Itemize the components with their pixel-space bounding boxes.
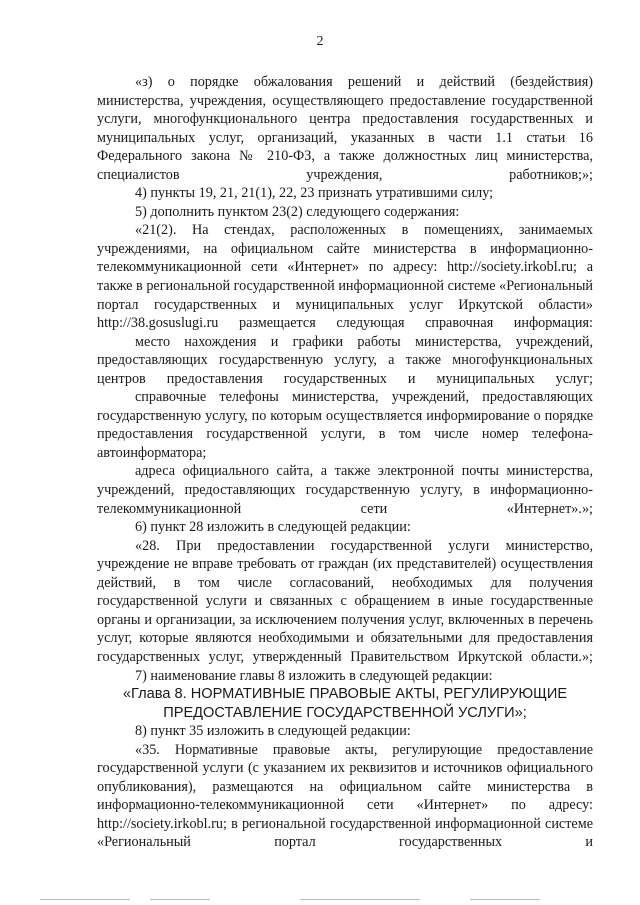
paragraph-clause-21-2: «21(2). На стендах, расположенных в помещениях, занимаемых учреждениями, на официальном сайте министерства в информационно-телекоммуникационной сети «Интернет» по адресу: http://society.irkobl.ru; а также в региональной государственной информационной системе «Региональный портал государственных и муниципальных услуг Иркутской области» http://38.gosuslugi.ru размещается следующая справочная информация:	[97, 222, 593, 332]
paragraph-location-schedule: место нахождения и графики работы министерства, учреждений, предоставляющих государственную услугу, а также многофункциональных центров предоставления государственных и муниципальных услуг;	[97, 333, 593, 387]
paragraph-item-7: 7) наименование главы 8 изложить в следующей редакции:	[135, 667, 493, 684]
paragraph-website-addresses: адреса официального сайта, а также электронной почты министерства, учреждений, предоставляющих государственную услугу, в информационно-телекоммуникационной сети «Интернет».»;	[97, 463, 593, 517]
page-number: 2	[316, 34, 324, 49]
paragraph-clause-z: «з) о порядке обжалования решений и действий (бездействия) министерства, учреждения, осуществляющего предоставление государственной услуги, многофункционального центра предоставления государственных и муниципальных услуг, организаций, указанных в части 1.1 статьи 16 Федерального закона № 210-ФЗ, а также должностных лиц министерства, специалистов учреждения, работников;»;	[97, 74, 593, 183]
paragraph-item-6: 6) пункт 28 изложить в следующей редакции:	[135, 519, 411, 536]
document-body	[97, 73, 593, 852]
chapter-heading-line-2: ПРЕДОСТАВЛЕНИЕ ГОСУДАРСТВЕННОЙ УСЛУГИ»;	[163, 704, 527, 721]
paragraph-item-4: 4) пункты 19, 21, 21(1), 22, 23 признать утратившими силу;	[135, 185, 494, 202]
chapter-heading-line-1: «Глава 8. НОРМАТИВНЫЕ ПРАВОВЫЕ АКТЫ, РЕГУЛИРУЮЩИЕ	[122, 686, 568, 703]
paragraph-item-8: 8) пункт 35 изложить в следующей редакции:	[135, 723, 411, 740]
paragraph-reference-phones: справочные телефоны министерства, учреждений, предоставляющих государственную услугу, по которым осуществляется информирование о порядке предоставления государственной услуги, в том числе номер телефона-автоинформатора;	[97, 389, 593, 461]
paragraph-clause-35: «35. Нормативные правовые акты, регулирующие предоставление государственной услуги (с указанием их реквизитов и источников официального опубликования), размещаются на официальном сайте министерства в информационно-телекоммуникационной сети «Интернет» по адресу: http://society.irkobl.ru; в региональной государственной информационной системе «Региональный портал государственных и	[97, 741, 593, 851]
paragraph-item-5: 5) дополнить пунктом 23(2) следующего содержания:	[135, 203, 460, 220]
paragraph-clause-28: «28. При предоставлении государственной услуги министерство, учреждение не вправе требовать от граждан (их представителей) осуществления действий, в том числе согласований, необходимых для получения государственной услуги и связанных с обращением в иные государственные органы и организации, за исключением получения услуг, включенных в перечень услуг, которые являются необходимыми и обязательными для предоставления государственных услуг, утвержденный Правительством Иркутской области.»;	[97, 537, 593, 665]
scan-edge-artifact	[0, 893, 640, 905]
